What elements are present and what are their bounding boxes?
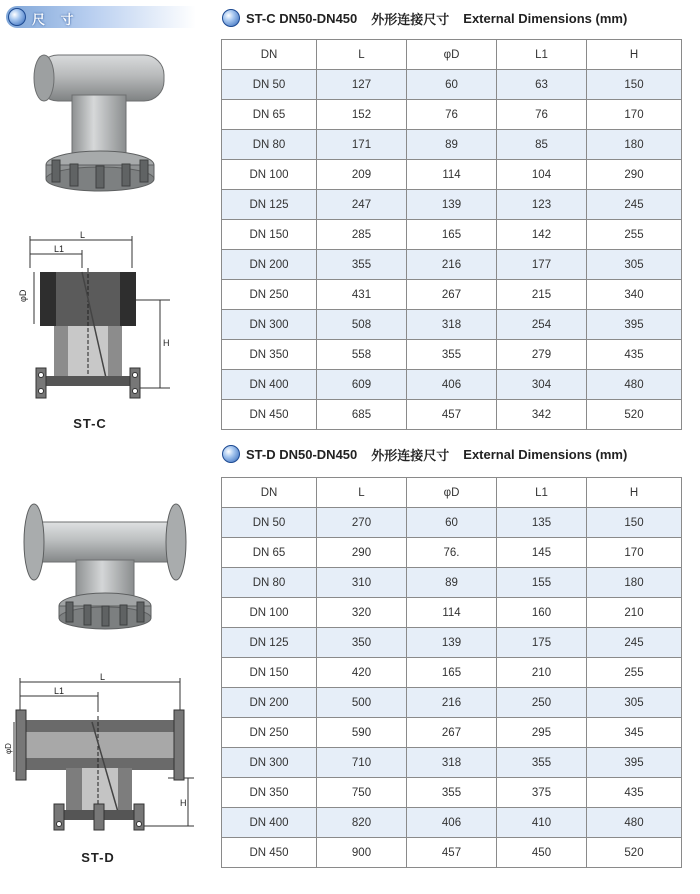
table-row [222, 190, 682, 220]
table-cell: DN 350 [222, 778, 317, 808]
drawing-label-l: L [80, 230, 86, 240]
table-cell: DN 450 [222, 400, 317, 430]
column-header: L1 [497, 478, 587, 508]
table-cell: 355 [497, 748, 587, 778]
table-cell: 500 [317, 688, 407, 718]
column-header: DN [222, 478, 317, 508]
table-cell: 558 [317, 340, 407, 370]
table-cell: 170 [587, 538, 682, 568]
column-header: L [317, 40, 407, 70]
table-cell: 165 [407, 658, 497, 688]
table-cell: 135 [497, 508, 587, 538]
table-cell: 435 [587, 340, 682, 370]
table-row [222, 718, 682, 748]
table-cell: DN 125 [222, 190, 317, 220]
table-cell: 290 [587, 160, 682, 190]
table-row [222, 508, 682, 538]
table-cell: 520 [587, 838, 682, 868]
st-c-model-label: ST-C [73, 416, 107, 431]
table-cell: 820 [317, 808, 407, 838]
table-cell: 150 [587, 508, 682, 538]
table-cell: 480 [587, 808, 682, 838]
column-header: L1 [497, 40, 587, 70]
table-cell: 304 [497, 370, 587, 400]
bullet-icon [8, 8, 26, 26]
bullet-icon [222, 445, 240, 463]
table-cell: DN 150 [222, 220, 317, 250]
column-header: φD [407, 478, 497, 508]
table-cell: 152 [317, 100, 407, 130]
table-row [222, 160, 682, 190]
table-cell: DN 400 [222, 370, 317, 400]
table-row [222, 400, 682, 430]
table-cell: 318 [407, 310, 497, 340]
table-cell: 457 [407, 400, 497, 430]
table-cell: 250 [497, 688, 587, 718]
table-cell: 114 [407, 160, 497, 190]
st-c-heading-en: External Dimensions (mm) [463, 10, 628, 26]
table-cell: DN 50 [222, 508, 317, 538]
drawing-label-l1: L1 [54, 686, 65, 696]
table-cell: 76 [407, 100, 497, 130]
bullet-icon [222, 9, 240, 27]
table-cell: 320 [317, 598, 407, 628]
table-cell: 590 [317, 718, 407, 748]
table-cell: 375 [497, 778, 587, 808]
table-cell: 89 [407, 568, 497, 598]
table-cell: 395 [587, 748, 682, 778]
table-row [222, 748, 682, 778]
table-row [222, 688, 682, 718]
table-cell: 900 [317, 838, 407, 868]
table-cell: 127 [317, 70, 407, 100]
st-c-technical-drawing [20, 228, 190, 410]
table-cell: 76 [497, 100, 587, 130]
drawing-label-l: L [100, 672, 106, 682]
table-cell: 255 [587, 220, 682, 250]
table-cell: DN 150 [222, 658, 317, 688]
table-header-row [222, 40, 682, 70]
table-cell: 85 [497, 130, 587, 160]
section-tab [6, 6, 196, 28]
table-cell: 350 [317, 628, 407, 658]
table-cell: 270 [317, 508, 407, 538]
table-cell: 267 [407, 718, 497, 748]
table-cell: 340 [587, 280, 682, 310]
table-cell: 216 [407, 688, 497, 718]
table-cell: DN 80 [222, 568, 317, 598]
table-cell: 216 [407, 250, 497, 280]
table-cell: DN 125 [222, 628, 317, 658]
table-cell: 355 [407, 340, 497, 370]
table-cell: 209 [317, 160, 407, 190]
table-cell: 508 [317, 310, 407, 340]
table-cell: 175 [497, 628, 587, 658]
table-cell: 290 [317, 538, 407, 568]
table-row [222, 310, 682, 340]
table-cell: 139 [407, 628, 497, 658]
drawing-label-phid: φD [4, 743, 13, 754]
drawing-label-h: H [180, 798, 187, 808]
table-row [222, 808, 682, 838]
table-cell: 145 [497, 538, 587, 568]
table-cell: 431 [317, 280, 407, 310]
table-row [222, 250, 682, 280]
table-row [222, 568, 682, 598]
column-header: H [587, 40, 682, 70]
table-row [222, 538, 682, 568]
st-d-heading-en: External Dimensions (mm) [463, 446, 628, 462]
table-cell: 254 [497, 310, 587, 340]
table-cell: 177 [497, 250, 587, 280]
table-row [222, 220, 682, 250]
column-header: L [317, 478, 407, 508]
table-cell: 685 [317, 400, 407, 430]
table-row [222, 70, 682, 100]
table-cell: 295 [497, 718, 587, 748]
st-c-heading [222, 8, 627, 28]
table-cell: DN 350 [222, 340, 317, 370]
st-c-heading-model: ST-C DN50-DN450 [246, 10, 358, 26]
table-cell: 420 [317, 658, 407, 688]
table-cell: 60 [407, 508, 497, 538]
table-cell: DN 300 [222, 310, 317, 340]
table-row [222, 100, 682, 130]
table-cell: DN 200 [222, 688, 317, 718]
table-cell: 710 [317, 748, 407, 778]
table-cell: 450 [497, 838, 587, 868]
st-c-heading-cn: 外形连接尺寸 [371, 11, 450, 27]
table-cell: 267 [407, 280, 497, 310]
table-cell: 457 [407, 838, 497, 868]
table-cell: 180 [587, 568, 682, 598]
table-cell: 245 [587, 190, 682, 220]
table-cell: 63 [497, 70, 587, 100]
table-cell: DN 100 [222, 160, 317, 190]
table-cell: 342 [497, 400, 587, 430]
table-cell: DN 250 [222, 280, 317, 310]
table-cell: 155 [497, 568, 587, 598]
table-cell: 142 [497, 220, 587, 250]
table-cell: 609 [317, 370, 407, 400]
table-cell: 406 [407, 370, 497, 400]
table-row [222, 370, 682, 400]
table-cell: 210 [587, 598, 682, 628]
table-cell: DN 300 [222, 748, 317, 778]
st-d-product-photo [20, 492, 190, 642]
table-cell: DN 200 [222, 250, 317, 280]
table-cell: DN 65 [222, 538, 317, 568]
table-cell: 480 [587, 370, 682, 400]
table-cell: DN 80 [222, 130, 317, 160]
table-row [222, 280, 682, 310]
table-cell: DN 450 [222, 838, 317, 868]
table-cell: 170 [587, 100, 682, 130]
table-cell: 310 [317, 568, 407, 598]
table-cell: 410 [497, 808, 587, 838]
table-cell: 355 [317, 250, 407, 280]
table-cell: DN 250 [222, 718, 317, 748]
table-cell: 305 [587, 250, 682, 280]
table-cell: 114 [407, 598, 497, 628]
table-cell: 345 [587, 718, 682, 748]
table-cell: 355 [407, 778, 497, 808]
table-cell: 395 [587, 310, 682, 340]
table-row [222, 778, 682, 808]
table-cell: 139 [407, 190, 497, 220]
table-cell: 255 [587, 658, 682, 688]
table-cell: 435 [587, 778, 682, 808]
st-c-dimension-table [221, 39, 682, 430]
st-d-model-label: ST-D [81, 850, 115, 865]
table-row [222, 628, 682, 658]
table-cell: 318 [407, 748, 497, 778]
st-d-heading [222, 444, 627, 464]
table-row [222, 598, 682, 628]
table-cell: 285 [317, 220, 407, 250]
table-cell: 60 [407, 70, 497, 100]
table-row [222, 658, 682, 688]
st-c-product-photo [30, 40, 170, 210]
table-cell: 247 [317, 190, 407, 220]
table-cell: 89 [407, 130, 497, 160]
table-row [222, 838, 682, 868]
table-cell: 165 [407, 220, 497, 250]
drawing-label-phid: φD [18, 289, 28, 302]
table-cell: 180 [587, 130, 682, 160]
table-cell: 150 [587, 70, 682, 100]
section-title: 尺 寸 [32, 12, 80, 27]
table-cell: 210 [497, 658, 587, 688]
column-header: φD [407, 40, 497, 70]
column-header: DN [222, 40, 317, 70]
table-cell: DN 65 [222, 100, 317, 130]
st-d-technical-drawing [4, 672, 198, 840]
table-cell: 245 [587, 628, 682, 658]
table-cell: DN 100 [222, 598, 317, 628]
column-header: H [587, 478, 682, 508]
drawing-label-h: H [163, 338, 170, 348]
table-cell: 76. [407, 538, 497, 568]
st-d-heading-model: ST-D DN50-DN450 [246, 446, 358, 462]
table-cell: 305 [587, 688, 682, 718]
table-cell: 406 [407, 808, 497, 838]
table-cell: 215 [497, 280, 587, 310]
table-cell: 279 [497, 340, 587, 370]
table-cell: DN 400 [222, 808, 317, 838]
st-d-heading-cn: 外形连接尺寸 [371, 447, 450, 463]
st-d-dimension-table [221, 477, 682, 868]
table-cell: 520 [587, 400, 682, 430]
table-row [222, 130, 682, 160]
table-cell: 160 [497, 598, 587, 628]
table-header-row [222, 478, 682, 508]
table-cell: 123 [497, 190, 587, 220]
table-cell: 750 [317, 778, 407, 808]
table-cell: 104 [497, 160, 587, 190]
table-row [222, 340, 682, 370]
table-cell: DN 50 [222, 70, 317, 100]
table-cell: 171 [317, 130, 407, 160]
drawing-label-l1: L1 [54, 244, 65, 254]
